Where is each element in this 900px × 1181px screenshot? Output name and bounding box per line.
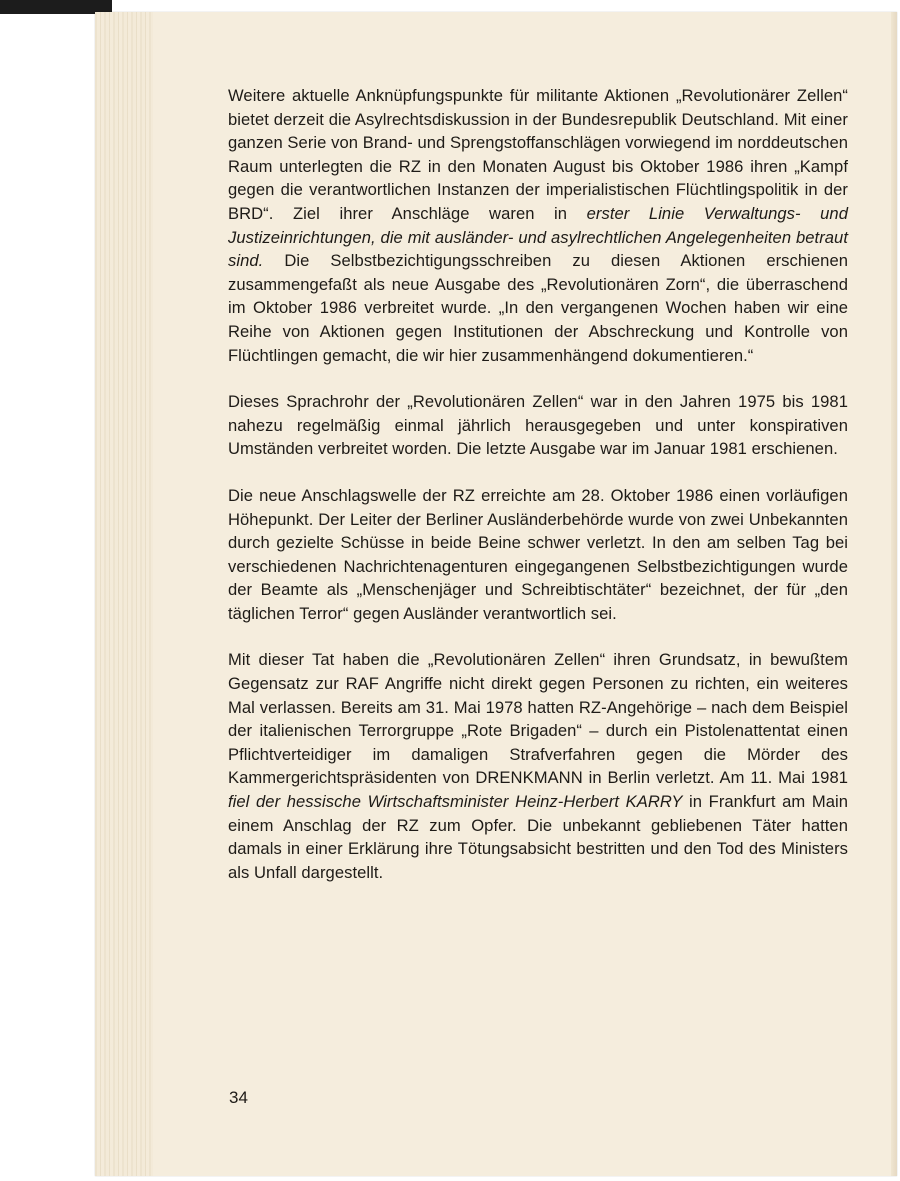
italic-text-run: fiel der hessische Wirtschaftsminister Heinz-Herbert KARRY xyxy=(228,792,683,812)
italic-text-run: erster Linie Verwaltungs- und Justizeinrichtungen, die mit ausländer- und asylrechtlichen Angelegenheiten betraut sind. xyxy=(228,203,848,271)
page-number: 34 xyxy=(229,1088,248,1107)
paragraph xyxy=(228,648,848,884)
text-run: Weitere aktuelle Anknüpfungspunkte für militante Aktionen „Revolutionärer Zellen“ bietet derzeit die Asylrechtsdiskussion in der Bundesrepublik Deutschland. Mit einer ganzen Serie von Brand- und Sprengstoffanschlägen vorwiegend im norddeutschen Raum unterlegten die RZ in den Monaten August bis Oktober 1986 ihren „Kampf gegen die verantwortlichen Instanzen der imperialistischen Flüchtlingspolitik in der BRD“. Ziel ihrer Anschläge waren in xyxy=(228,86,848,223)
body-text xyxy=(228,84,848,907)
paragraph xyxy=(228,484,848,626)
text-run: Die Selbstbezichtigungsschreiben zu diesen Aktionen erschienen zusammengefaßt als neue Ausgabe des „Revolutionären Zorn“, die überraschend im Oktober 1986 verbreitet wurde. „In den vergangenen Wochen haben wir eine Reihe von Aktionen gegen Institutionen der Abschreckung und Kontrolle von Flüchtlingen gemacht, die wir hier zusammenhängend dokumentieren.“ xyxy=(228,251,848,365)
text-run: in Frankfurt am Main einem Anschlag der RZ zum Opfer. Die unbekannt gebliebenen Täter hatten damals in einer Erklärung ihre Tötungsabsicht bestritten und den Tod des Ministers als Unfall dargestellt. xyxy=(228,792,848,882)
page-spine-shadow xyxy=(95,12,153,1176)
text-run: Die neue Anschlagswelle der RZ erreichte am 28. Oktober 1986 einen vorläufigen Höhepunkt. Der Leiter der Berliner Ausländerbehörde wurde von zwei Unbekannten durch gezielte Schüsse in beide Beine schwer verletzt. In den am selben Tag bei verschiedenen Nachrichtenagenturen eingegangenen Selbstbezichtigungen wurde der Beamte als „Menschenjäger und Schreibtischtäter“ bezeichnet, der für „den täglichen Terror“ gegen Ausländer verantwortlich sei. xyxy=(228,485,848,623)
paragraph xyxy=(228,390,848,461)
text-run: Dieses Sprachrohr der „Revolutionären Zellen“ war in den Jahren 1975 bis 1981 nahezu regelmäßig einmal jährlich herausgegeben und unter konspirativen Umständen verbreitet worden. Die letzte Ausgabe war im Januar 1981 erschienen. xyxy=(228,392,848,459)
page-right-edge xyxy=(891,12,897,1176)
paragraph xyxy=(228,84,848,367)
text-run: Mit dieser Tat haben die „Revolutionären Zellen“ ihren Grundsatz, in bewußtem Gegensatz zur RAF Angriffe nicht direkt gegen Personen zu richten, ein weiteres Mal verlassen. Bereits am 31. Mai 1978 hatten RZ-Angehörige – nach dem Beispiel der italienischen Terrorgruppe „Rote Brigaden“ – durch ein Pistolenattentat einen Pflichtverteidiger im damaligen Strafverfahren gegen die Mörder des Kammergerichtspräsidenten von DRENKMANN in Berlin verletzt. Am 11. Mai 1981 xyxy=(228,650,848,788)
